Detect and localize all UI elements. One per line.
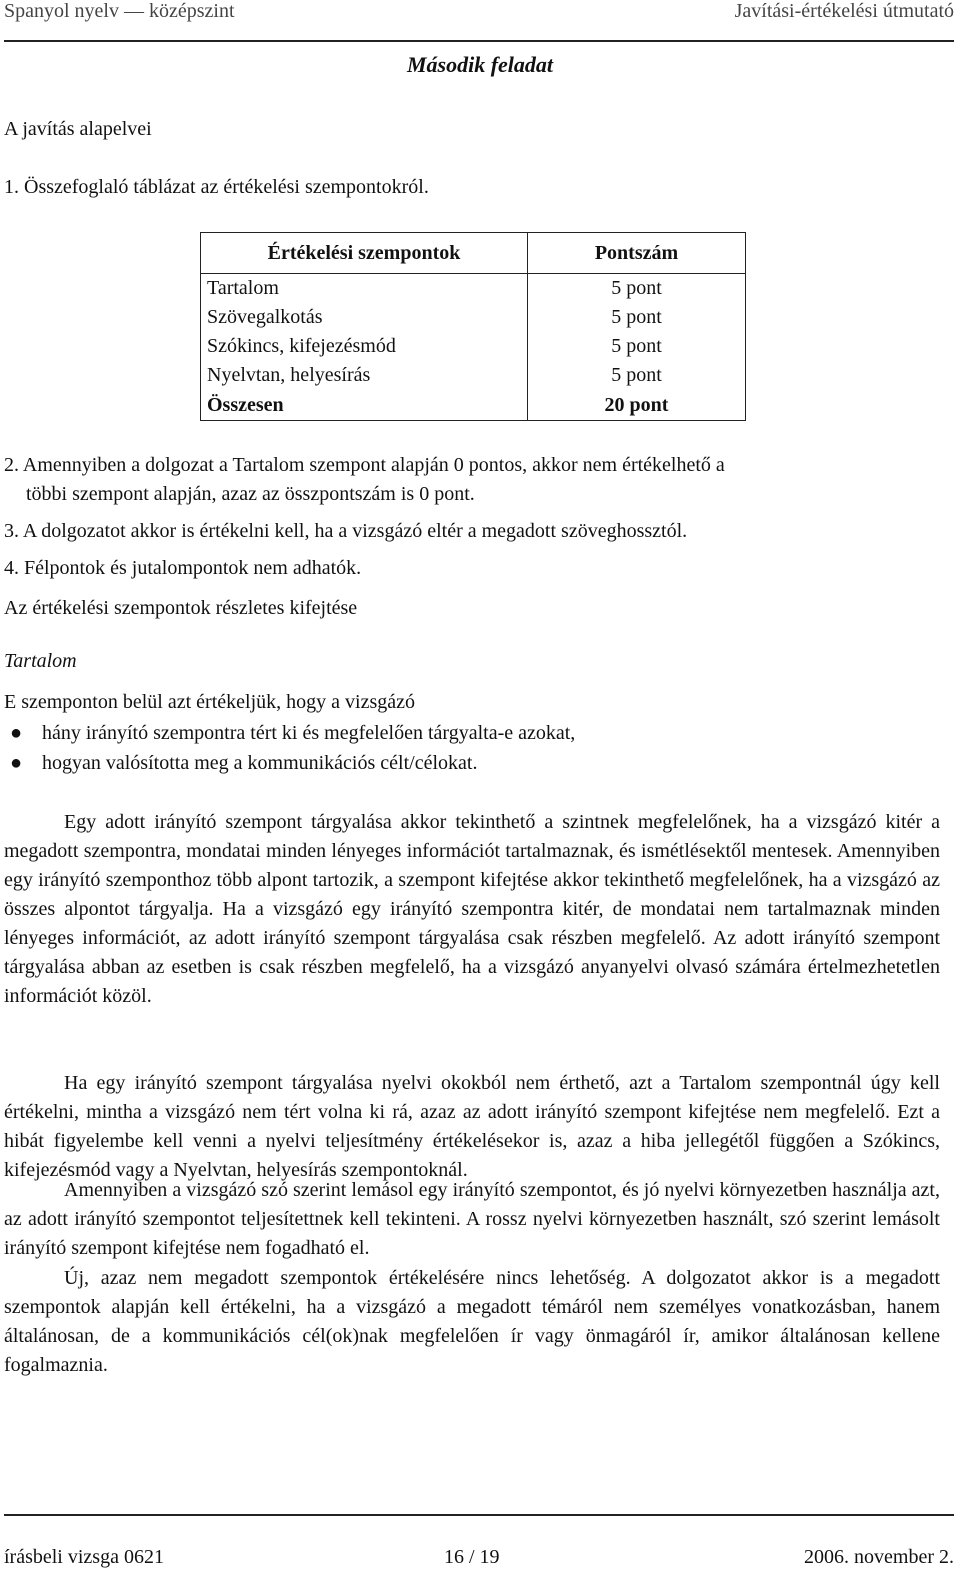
header-guide-title: Javítási-értékelési útmutató — [734, 0, 954, 22]
table-cell-criterion: Tartalom — [201, 274, 528, 304]
table-header-row — [201, 233, 746, 274]
point-2 — [4, 451, 952, 509]
table-header-criteria: Értékelési szempontok — [201, 233, 528, 274]
point-2-line-2: többi szempont alapján, azaz az összpontszám is 0 pont. — [26, 483, 475, 505]
bullet-icon: ● — [10, 722, 23, 744]
paragraph-1: Egy adott irányító szempont tárgyalása akkor tekinthető a szintnek megfelelőnek, ha a vizsgázó kitér a megadott szempontra, mondatai minden lényeges információt tartalmaznak, és ismétlésektől mentesek. Amennyiben egy irányító szemponthoz több alpont tartozik, a szempont kifejtése akkor tekinthető megfelelőnek, ha a vizsgázó az összes alpontot tárgyalja. Ha a vizsgázó egy irányító szempontra kitér, de mondatai nem tartalmaznak minden lényeges információt, az adott irányító szempont tárgyalása csak részben megfelelő. Az adott irányító szempont tárgyalása abban az esetben is csak részben megfelelő, ha a vizsgázó anyanyelvi olvasó számára értelmezhetetlen információt közöl. — [4, 811, 940, 1007]
page-footer — [4, 1514, 954, 1592]
footer-page-number: 16 / 19 — [444, 1546, 500, 1568]
table-total-label: Összesen — [201, 390, 528, 421]
scoring-table — [200, 232, 746, 421]
table-total-points: 20 pont — [528, 390, 746, 421]
table-row — [201, 303, 746, 332]
bullet-icon: ● — [10, 752, 23, 774]
section-title: Második feladat — [406, 52, 554, 77]
table-cell-criterion: Szókincs, kifejezésmód — [201, 332, 528, 361]
table-cell-points: 5 pont — [528, 303, 746, 332]
header-subject: Spanyol nyelv — középszint — [4, 0, 235, 22]
page-header — [4, 0, 954, 42]
table-row — [201, 274, 746, 304]
content-lead: E szemponton belül azt értékeljük, hogy a vizsgázó — [4, 691, 415, 713]
table-cell-points: 5 pont — [528, 332, 746, 361]
table-header-points: Pontszám — [528, 233, 746, 274]
details-heading: Az értékelési szempontok részletes kifejtése — [4, 597, 358, 619]
paragraph-2: Ha egy irányító szempont tárgyalása nyelvi okokból nem érthető, azt a Tartalom szempontnál úgy kell értékelni, mintha a vizsgázó nem tért volna ki rá, azaz az adott irányító szempont kifejtése nem megfelelő. Ezt a hibát figyelembe kell venni a nyelvi teljesítmény értékelésekor is, azaz a hiba jellegétől függően a Szókincs, kifejezésmód vagy a Nyelvtan, helyesírás szempontoknál. — [4, 1072, 940, 1181]
paragraph-3: Amennyiben a vizsgázó szó szerint lemásol egy irányító szempontot, és jó nyelvi környezetben használja azt, az adott irányító szempontot teljesítettnek kell tekinteni. A rossz nyelvi környezetben használt, szó szerint lemásolt irányító szempont kifejtése nem fogadható el. — [4, 1179, 940, 1259]
table-cell-points: 5 pont — [528, 361, 746, 390]
footer-date: 2006. november 2. — [804, 1546, 954, 1568]
table-cell-criterion: Szövegalkotás — [201, 303, 528, 332]
bullet-item: hány irányító szempontra tért ki és megfelelően tárgyalta-e azokat, — [42, 722, 576, 744]
point-4: 4. Félpontok és jutalompontok nem adhatók. — [4, 557, 362, 579]
table-row — [201, 332, 746, 361]
content-subheading: Tartalom — [4, 650, 77, 672]
table-cell-points: 5 pont — [528, 274, 746, 304]
footer-exam-code: írásbeli vizsga 0621 — [4, 1546, 164, 1568]
point-2-line-1: 2. Amennyiben a dolgozat a Tartalom szempont alapján 0 pontos, akkor nem értékelhető a — [4, 454, 725, 476]
bullet-item: hogyan valósította meg a kommunikációs célt/célokat. — [42, 752, 478, 774]
table-cell-criterion: Nyelvtan, helyesírás — [201, 361, 528, 390]
principles-heading: A javítás alapelvei — [4, 118, 152, 140]
point-1: 1. Összefoglaló táblázat az értékelési szempontokról. — [4, 176, 429, 198]
table-row — [201, 361, 746, 390]
paragraph-4: Új, azaz nem megadott szempontok értékelésére nincs lehetőség. A dolgozatot akkor is a megadott szempontok alapján kell értékelni, ha a vizsgázó a megadott témáról nem személyes vonatkozásban, hanem általánosan, de a kommunikációs cél(ok)nak megfelelően ír vagy önmagáról ír, amikor általánosan kellene fogalmaznia. — [4, 1267, 940, 1376]
point-3: 3. A dolgozatot akkor is értékelni kell, ha a vizsgázó eltér a megadott szöveghossztól. — [4, 520, 688, 542]
table-total-row — [201, 390, 746, 421]
